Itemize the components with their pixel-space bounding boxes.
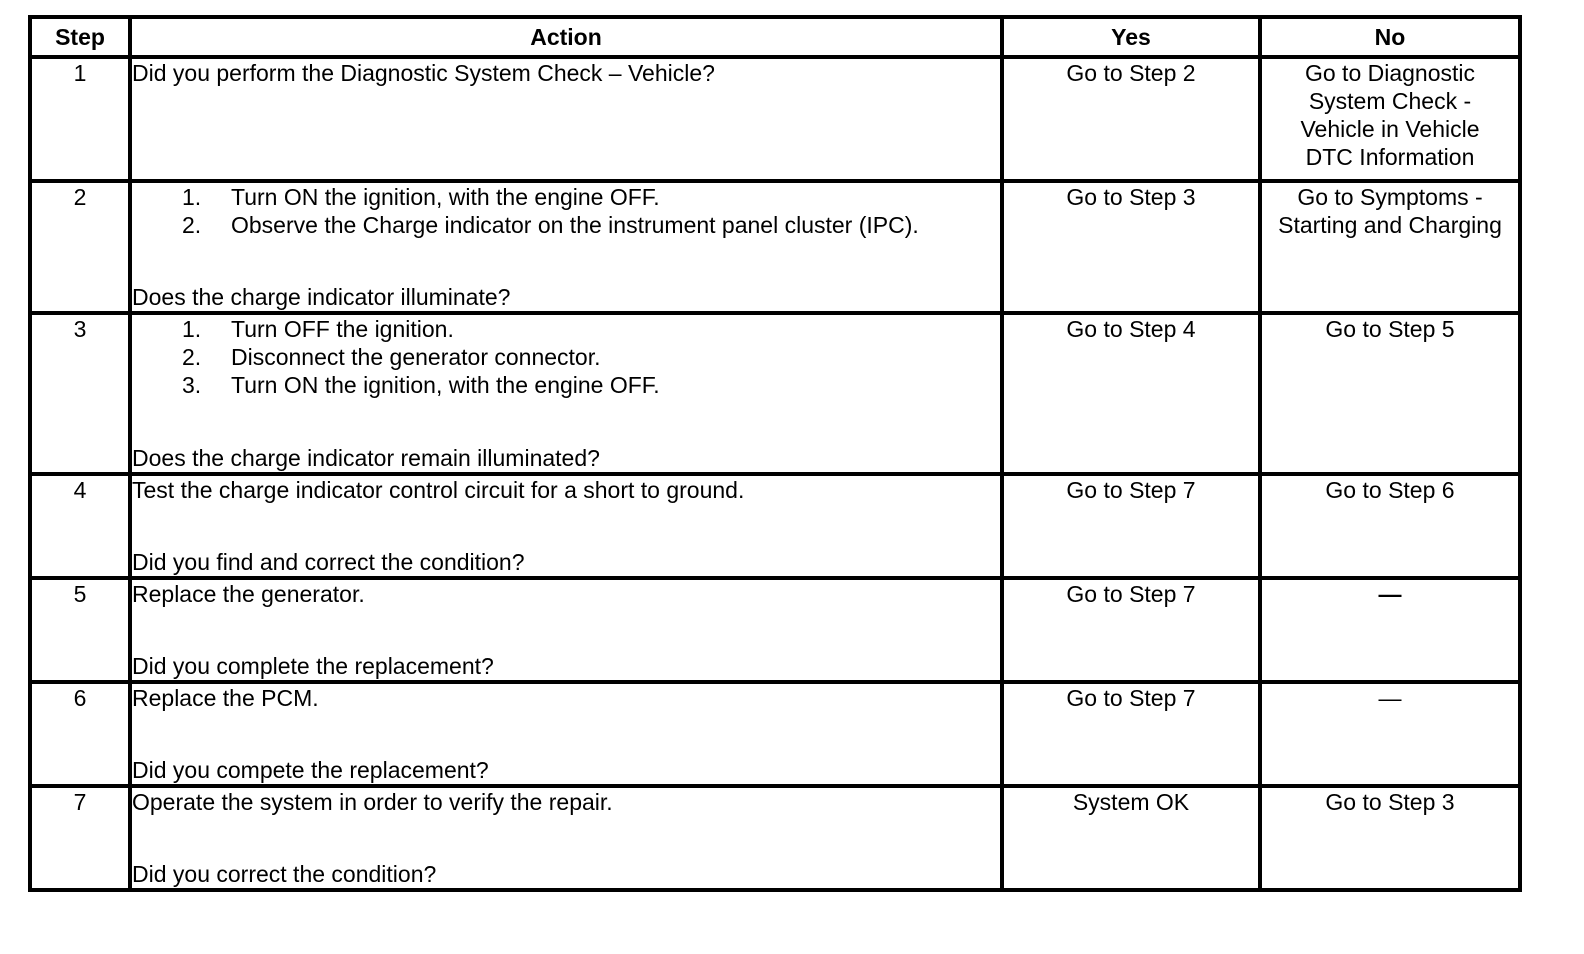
- no-line: DTC Information: [1305, 144, 1475, 170]
- substep-list: [132, 315, 1000, 399]
- question-text: Does the charge indicator remain illuminated?: [132, 445, 600, 471]
- table-row: [30, 578, 1520, 682]
- step-number: 6: [30, 682, 130, 786]
- action-text: Test the charge indicator control circuit for a short to ground.: [132, 477, 745, 503]
- table-row: [30, 682, 1520, 786]
- step-number: 3: [30, 313, 130, 474]
- yes-cell: Go to Step 4: [1002, 313, 1260, 474]
- question-text: Did you correct the condition?: [132, 861, 437, 887]
- table-row: [30, 57, 1520, 181]
- yes-cell: Go to Step 3: [1002, 181, 1260, 313]
- action-text: Replace the generator.: [132, 581, 365, 607]
- header-yes: Yes: [1002, 17, 1260, 57]
- question-text: Did you complete the replacement?: [132, 653, 494, 679]
- substep-list: [132, 183, 1000, 239]
- action-cell: [130, 313, 1002, 474]
- action-cell: [130, 578, 1002, 682]
- yes-cell: Go to Step 2: [1002, 57, 1260, 181]
- table-row: [30, 181, 1520, 313]
- yes-cell: Go to Step 7: [1002, 682, 1260, 786]
- header-action: Action: [130, 17, 1002, 57]
- no-line: Go to Symptoms -: [1297, 184, 1483, 210]
- no-cell: [1260, 57, 1520, 181]
- step-number: 5: [30, 578, 130, 682]
- action-cell: [130, 57, 1002, 181]
- substep: 2. Observe the Charge indicator on the instrument panel cluster (IPC).: [182, 212, 919, 238]
- table-row: [30, 313, 1520, 474]
- action-cell: [130, 181, 1002, 313]
- substep: 2. Disconnect the generator connector.: [182, 344, 601, 370]
- yes-cell: System OK: [1002, 786, 1260, 890]
- yes-cell: Go to Step 7: [1002, 474, 1260, 578]
- action-cell: [130, 682, 1002, 786]
- yes-cell: Go to Step 7: [1002, 578, 1260, 682]
- action-text: Replace the PCM.: [132, 685, 319, 711]
- action-text: Operate the system in order to verify the repair.: [132, 789, 613, 815]
- no-line: Vehicle in Vehicle: [1300, 116, 1480, 142]
- no-line: Starting and Charging: [1278, 212, 1502, 238]
- header-no: No: [1260, 17, 1520, 57]
- action-text: Did you perform the Diagnostic System Check – Vehicle?: [132, 60, 715, 86]
- table-row: [30, 474, 1520, 578]
- step-number: 2: [30, 181, 130, 313]
- no-line: System Check -: [1308, 88, 1472, 114]
- no-cell: [1260, 181, 1520, 313]
- step-number: 1: [30, 57, 130, 181]
- question-text: Does the charge indicator illuminate?: [132, 284, 511, 310]
- no-cell: Go to Step 6: [1260, 474, 1520, 578]
- question-text: Did you find and correct the condition?: [132, 549, 525, 575]
- substep: 1. Turn ON the ignition, with the engine OFF.: [182, 184, 660, 210]
- no-cell: Go to Step 3: [1260, 786, 1520, 890]
- action-cell: [130, 474, 1002, 578]
- step-number: 7: [30, 786, 130, 890]
- table-row: [30, 786, 1520, 890]
- diagnostic-table: [28, 15, 1522, 892]
- no-cell: —: [1260, 578, 1520, 682]
- header-row: [30, 17, 1520, 57]
- no-cell: Go to Step 5: [1260, 313, 1520, 474]
- substep: 1. Turn OFF the ignition.: [182, 316, 454, 342]
- substep: 3. Turn ON the ignition, with the engine OFF.: [182, 372, 660, 398]
- question-text: Did you compete the replacement?: [132, 757, 489, 783]
- no-cell: —: [1260, 682, 1520, 786]
- header-step: Step: [30, 17, 130, 57]
- action-cell: [130, 786, 1002, 890]
- step-number: 4: [30, 474, 130, 578]
- no-line: Go to Diagnostic: [1304, 60, 1476, 86]
